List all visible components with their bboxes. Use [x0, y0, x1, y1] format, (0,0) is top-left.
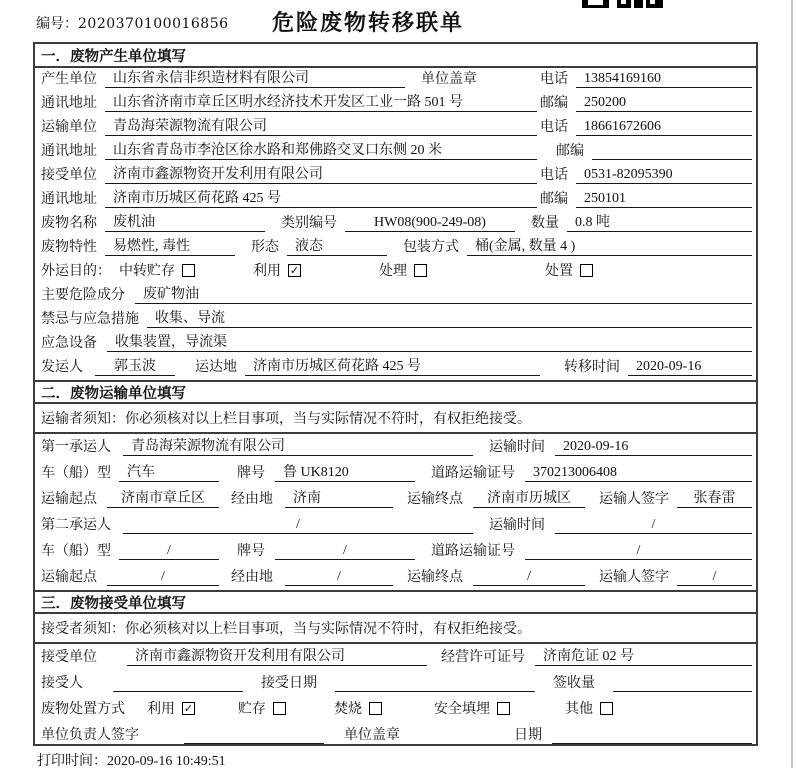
- packaging-label: 包装方式: [403, 240, 459, 255]
- emergency-equipment-value: 收集装置，导流渠: [107, 331, 752, 352]
- disposal-utilize-checkbox: [147, 698, 195, 718]
- purpose-treat-checkbox: [379, 260, 427, 280]
- receiver-unit-value: 济南市鑫源物资开发利用有限公司: [105, 163, 537, 184]
- hazard-component-label: 主要危险成分: [41, 288, 125, 303]
- second-route-row: [35, 564, 756, 590]
- second-road-permit-label: 道路运输证号: [431, 544, 515, 559]
- second-carrier-value: /: [123, 517, 473, 534]
- first-transport-date-label: 运输时间: [489, 440, 545, 455]
- transporter-phone-value: 18661672606: [576, 119, 752, 136]
- first-vehicle-row: [35, 460, 756, 486]
- section-producer-rows: [35, 68, 756, 380]
- second-carrier-row: [35, 512, 756, 538]
- unit-seal-label: 单位盖章: [421, 72, 477, 87]
- destination-label: 运达地: [195, 360, 237, 375]
- qr-block: [621, 0, 626, 4]
- page-title: 危险废物转移联单: [271, 10, 464, 35]
- disposal-landfill-checkbox-label: 安全填埋: [434, 702, 490, 717]
- qr-block: [650, 0, 655, 4]
- second-terminus-value: /: [473, 569, 585, 586]
- serial-number-value: 2020370100016856: [78, 16, 229, 32]
- producer-zip-label: 邮编: [540, 96, 568, 111]
- receiver-zip-value: 250101: [576, 191, 752, 208]
- purpose-treat-checkbox-label: 处理: [379, 264, 407, 279]
- emergency-equipment-label: 应急设备: [41, 336, 97, 351]
- waste-name-value: 废机油: [105, 211, 265, 232]
- disposal-other-checkbox-label: 其他: [565, 702, 593, 717]
- producer-address-value: 山东省济南市章丘区明水经济技术开发区工业一路 501 号: [105, 91, 537, 112]
- qr-block: [634, 0, 643, 8]
- transfer-date-value: 2020-09-16: [628, 359, 752, 376]
- waste-name-row: [35, 212, 756, 236]
- second-vehicle-type-value: /: [119, 543, 219, 560]
- section-receiver: [35, 590, 756, 748]
- license-number-value: 济南危证 02 号: [535, 645, 752, 666]
- receiver-address-row: [35, 188, 756, 212]
- transporter-notice: 运输者须知：你必须核对以上栏目事项，当与实际情况不符时，有权拒绝接受。: [35, 404, 756, 434]
- category-code-label: 类别编号: [281, 216, 337, 231]
- first-road-permit-value: 370213006408: [525, 465, 752, 482]
- disposal-store-checkbox-label: 贮存: [238, 702, 266, 717]
- license-number-label: 经营许可证号: [441, 650, 525, 665]
- disposal-other-checkbox: [565, 698, 613, 718]
- second-vehicle-row: [35, 538, 756, 564]
- responsible-sign-label: 单位负责人签字: [41, 728, 139, 743]
- disposal-other-checkbox-box: [600, 702, 613, 715]
- section-transporter: [35, 380, 756, 590]
- sign-date-value: [552, 727, 752, 744]
- receiver-address-value: 济南市历城区荷花路 425 号: [105, 187, 537, 208]
- accept-person-row: [35, 670, 756, 696]
- purpose-treat-checkbox-box: [414, 264, 427, 277]
- receiver-unit-row: [35, 164, 756, 188]
- transporter-zip-label: 邮编: [556, 144, 584, 159]
- first-terminus-label: 运输终点: [407, 492, 463, 507]
- accept-unit-row: [35, 644, 756, 670]
- print-time-label: 打印时间：: [37, 754, 107, 768]
- transporter-zip-value: [592, 143, 752, 160]
- first-carrier-value: 青岛海荣源物流有限公司: [123, 435, 473, 456]
- second-plate-label: 牌号: [237, 544, 265, 559]
- receiver-zip-label: 邮编: [540, 192, 568, 207]
- receiver-phone-value: 0531-82095390: [576, 167, 752, 184]
- disposal-method-row: [35, 696, 756, 722]
- first-carrier-sign-value: 张春雷: [677, 487, 752, 508]
- disposal-store-checkbox: [238, 698, 286, 718]
- purpose-transfer-storage-checkbox: [119, 260, 195, 280]
- hazard-component-value: 废矿物油: [135, 283, 752, 304]
- packaging-value: 桶(金属, 数量 4 ): [467, 235, 752, 256]
- second-carrier-sign-label: 运输人签字: [599, 570, 669, 585]
- category-code-value: HW08(900-249-08): [345, 215, 515, 232]
- second-transport-date-value: /: [555, 517, 752, 534]
- quantity-label: 数量: [531, 216, 559, 231]
- disposal-incinerate-checkbox: [334, 698, 382, 718]
- first-transport-date-value: 2020-09-16: [555, 439, 752, 456]
- first-terminus-value: 济南市历城区: [473, 487, 585, 508]
- waste-traits-value: 易燃性, 毒性: [105, 235, 235, 256]
- transporter-address-value: 山东省青岛市李沧区徐水路和郑佛路交叉口东侧 20 米: [105, 139, 537, 160]
- disposal-store-checkbox-box: [273, 702, 286, 715]
- receiver-phone-label: 电话: [540, 168, 568, 183]
- disposal-landfill-checkbox-box: [497, 702, 510, 715]
- transporter-phone-label: 电话: [540, 120, 568, 135]
- first-carrier-sign-label: 运输人签字: [599, 492, 669, 507]
- waste-traits-row: [35, 236, 756, 260]
- producer-unit-value: 山东省永信非织造材料有限公司: [105, 67, 405, 88]
- first-vehicle-type-label: 车（船）型: [41, 466, 111, 481]
- transfer-manifest-form: [33, 42, 758, 746]
- dispatch-row: [35, 356, 756, 380]
- disposal-incinerate-checkbox-label: 焚烧: [334, 702, 362, 717]
- transfer-date-label: 转移时间: [564, 360, 620, 375]
- second-vehicle-type-label: 车（船）型: [41, 544, 111, 559]
- transfer-purpose-row: [35, 260, 756, 284]
- accept-person-value: [113, 675, 243, 692]
- transfer-purpose-label: 外运目的：: [41, 264, 111, 279]
- purpose-transfer-storage-checkbox-label: 中转贮存: [119, 264, 175, 279]
- first-carrier-label: 第一承运人: [41, 440, 111, 455]
- quantity-value: 0.8 吨: [567, 211, 752, 232]
- producer-address-label: 通讯地址: [41, 96, 97, 111]
- disposal-utilize-checkbox-label: 利用: [147, 702, 175, 717]
- print-time: [37, 750, 226, 768]
- disposal-incinerate-checkbox-box: [369, 702, 382, 715]
- purpose-dispose-checkbox-box: [580, 264, 593, 277]
- producer-unit-label: 产生单位: [41, 72, 97, 87]
- section-producer-heading: 一．废物产生单位填写: [35, 44, 756, 68]
- window-edge: [791, 0, 793, 768]
- purpose-utilize-checkbox-label: 利用: [253, 264, 281, 279]
- transporter-unit-label: 运输单位: [41, 120, 97, 135]
- first-origin-value: 济南市章丘区: [107, 487, 219, 508]
- form-value: 液态: [287, 235, 387, 256]
- first-carrier-row: [35, 434, 756, 460]
- purpose-utilize-checkbox-box: ✓: [289, 263, 300, 277]
- accept-date-label: 接受日期: [261, 676, 317, 691]
- waste-traits-label: 废物特性: [41, 240, 97, 255]
- section-producer: [35, 44, 756, 380]
- transporter-address-row: [35, 140, 756, 164]
- second-plate-value: /: [275, 543, 415, 560]
- accept-unit-seal-label: 单位盖章: [344, 728, 400, 743]
- sign-date-label: 日期: [514, 728, 542, 743]
- accept-person-label: 接受人: [41, 676, 83, 691]
- first-plate-value: 鲁 UK8120: [275, 461, 415, 482]
- purpose-utilize-checkbox: [253, 260, 301, 280]
- received-amount-value: [613, 675, 752, 692]
- second-origin-label: 运输起点: [41, 570, 97, 585]
- second-terminus-label: 运输终点: [407, 570, 463, 585]
- second-origin-value: /: [107, 569, 219, 586]
- first-via-label: 经由地: [231, 492, 273, 507]
- purpose-transfer-storage-checkbox-box: [182, 264, 195, 277]
- accept-unit-value: 济南市鑫源物资开发利用有限公司: [127, 645, 427, 666]
- waste-name-label: 废物名称: [41, 216, 97, 231]
- received-amount-label: 签收量: [553, 676, 595, 691]
- first-plate-label: 牌号: [237, 466, 265, 481]
- emergency-measures-value: 收集、导流: [147, 307, 752, 328]
- second-carrier-sign-value: /: [677, 569, 752, 586]
- disposal-method-label: 废物处置方式: [41, 702, 125, 717]
- producer-zip-value: 250200: [576, 95, 752, 112]
- second-carrier-label: 第二承运人: [41, 518, 111, 533]
- purpose-dispose-checkbox-label: 处置: [545, 264, 573, 279]
- form-label: 形态: [251, 240, 279, 255]
- second-road-permit-value: /: [525, 543, 752, 560]
- accept-unit-label: 接受单位: [41, 650, 97, 665]
- transporter-address-label: 通讯地址: [41, 144, 97, 159]
- hazard-component-row: [35, 284, 756, 308]
- qr-code-fragment: [578, 0, 664, 8]
- first-route-row: [35, 486, 756, 512]
- serial-number-label: 编号：: [36, 17, 78, 32]
- destination-value: 济南市历城区荷花路 425 号: [245, 355, 540, 376]
- emergency-measures-row: [35, 308, 756, 332]
- disposal-landfill-checkbox: [434, 698, 510, 718]
- receiver-address-label: 通讯地址: [41, 192, 97, 207]
- receiver-notice: 接受者须知：你必须核对以上栏目事项，当与实际情况不符时，有权拒绝接受。: [35, 614, 756, 644]
- first-vehicle-type-value: 汽车: [119, 461, 219, 482]
- emergency-measures-label: 禁忌与应急措施: [41, 312, 139, 327]
- accept-date-value: [335, 675, 535, 692]
- receiver-unit-label: 接受单位: [41, 168, 97, 183]
- first-origin-label: 运输起点: [41, 492, 97, 507]
- producer-address-row: [35, 92, 756, 116]
- first-road-permit-label: 道路运输证号: [431, 466, 515, 481]
- emergency-equipment-row: [35, 332, 756, 356]
- responsible-sign-row: [35, 722, 756, 748]
- section-transporter-rows: [35, 434, 756, 590]
- dispatcher-label: 发运人: [41, 360, 83, 375]
- second-via-value: /: [285, 569, 393, 586]
- responsible-sign-value: [184, 727, 324, 744]
- producer-phone-label: 电话: [540, 72, 568, 87]
- print-time-value: 2020-09-16 10:49:51: [107, 754, 226, 768]
- transporter-unit-value: 青岛海荣源物流有限公司: [105, 115, 537, 136]
- first-via-value: 济南: [285, 487, 393, 508]
- producer-phone-value: 13854169160: [576, 71, 752, 88]
- transporter-unit-row: [35, 116, 756, 140]
- section-transporter-heading: 二．废物运输单位填写: [35, 380, 756, 404]
- qr-block: [582, 0, 609, 8]
- section-receiver-rows: [35, 644, 756, 748]
- dispatcher-value: 郭玉波: [95, 355, 175, 376]
- second-via-label: 经由地: [231, 570, 273, 585]
- section-receiver-heading: 三．废物接受单位填写: [35, 590, 756, 614]
- disposal-utilize-checkbox-box: ✓: [183, 701, 194, 715]
- second-transport-date-label: 运输时间: [489, 518, 545, 533]
- purpose-dispose-checkbox: [545, 260, 593, 280]
- producer-unit-row: [35, 68, 756, 92]
